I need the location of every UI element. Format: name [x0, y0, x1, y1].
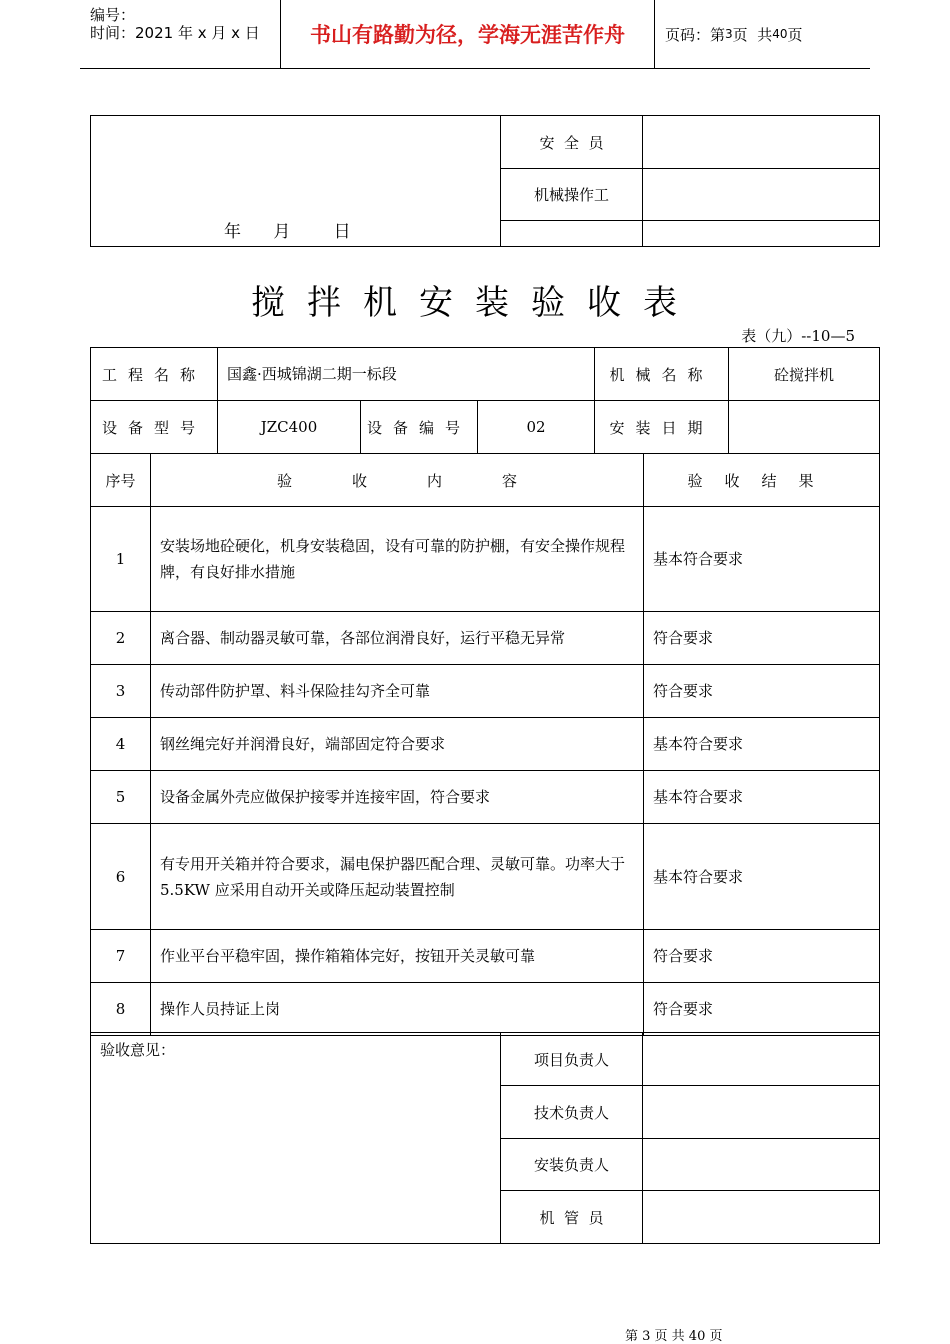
signer-installation-manager: 安装负责人	[501, 1139, 643, 1191]
row-result: 基本符合要求	[644, 771, 880, 824]
row-result: 符合要求	[644, 930, 880, 983]
row-number: 1	[91, 507, 151, 612]
row-number: 3	[91, 665, 151, 718]
row-number: 2	[91, 612, 151, 665]
model-label: 设备型号	[91, 401, 218, 454]
role-machine-operator-value[interactable]	[643, 169, 880, 221]
table-row	[91, 930, 880, 983]
previous-form-signature-table	[90, 115, 880, 247]
page-prefix: 页码：第	[665, 25, 726, 44]
row-content: 有专用开关箱并符合要求，漏电保护器匹配合理、灵敏可靠。功率大于 5.5KW 应采用自动开关或降压起动装置控制	[151, 824, 644, 930]
equipment-number-value: 02	[478, 401, 595, 454]
project-name-label: 工程名称	[91, 348, 218, 401]
equipment-number-label: 设备编号	[361, 401, 478, 454]
row-content: 操作人员持证上岗	[151, 983, 644, 1036]
install-date-value[interactable]	[729, 401, 880, 454]
acceptance-opinion-label: 验收意见：	[100, 1041, 176, 1059]
row-number: 5	[91, 771, 151, 824]
machine-name-value: 砼搅拌机	[729, 348, 880, 401]
row-result: 符合要求	[644, 983, 880, 1036]
machine-name-label: 机械名称	[595, 348, 729, 401]
install-date-label: 安装日期	[595, 401, 729, 454]
row-content: 传动部件防护罩、料斗保险挂勾齐全可靠	[151, 665, 644, 718]
time-label: 时间：2021 年 x 月 x 日	[90, 24, 260, 42]
signer-project-manager: 项目负责人	[501, 1033, 643, 1086]
table-row	[91, 718, 880, 771]
equipment-info-table	[90, 347, 880, 454]
table-row	[91, 665, 880, 718]
row-result: 基本符合要求	[644, 718, 880, 771]
row-number: 7	[91, 930, 151, 983]
page-suffix: 页	[787, 25, 803, 44]
column-header-seq: 序号	[91, 454, 151, 507]
form-title: 搅拌机安装验收表	[251, 283, 699, 323]
signer-machine-admin-value[interactable]	[643, 1191, 880, 1244]
row-content: 作业平台平稳牢固，操作箱箱体完好，按钮开关灵敏可靠	[151, 930, 644, 983]
role-machine-operator: 机械操作工	[501, 169, 643, 221]
inspection-items-table	[90, 453, 880, 1036]
form-number: 表（九）--10—5	[741, 327, 855, 345]
role-empty-value[interactable]	[643, 221, 880, 247]
row-content: 设备金属外壳应做保护接零并连接牢固，符合要求	[151, 771, 644, 824]
column-header-result: 验收结果	[644, 454, 880, 507]
row-number: 4	[91, 718, 151, 771]
role-empty	[501, 221, 643, 247]
header-motto: 书山有路勤为径，学海无涯苦作舟	[281, 0, 655, 68]
signer-installation-manager-value[interactable]	[643, 1139, 880, 1191]
page-total: 40	[772, 27, 788, 41]
row-content: 离合器、制动器灵敏可靠，各部位润滑良好，运行平稳无异常	[151, 612, 644, 665]
table-row	[91, 824, 880, 930]
header-meta	[80, 0, 281, 68]
row-content: 安装场地砼硬化，机身安装稳固，设有可靠的防护棚，有安全操作规程牌，有良好排水措施	[151, 507, 644, 612]
table-row	[91, 771, 880, 824]
page-number: 3	[725, 27, 733, 41]
model-value: JZC400	[218, 401, 361, 454]
page-indicator	[665, 0, 803, 68]
acceptance-signature-table	[90, 1032, 880, 1244]
number-label: 编号：	[90, 6, 136, 24]
row-result: 符合要求	[644, 612, 880, 665]
row-number: 8	[91, 983, 151, 1036]
table-row	[91, 507, 880, 612]
page-footer: 第 3 页 共 40 页	[625, 1329, 723, 1344]
row-number: 6	[91, 824, 151, 930]
table-row	[91, 983, 880, 1036]
page-mid: 页 共	[732, 25, 773, 44]
signer-technical-manager-value[interactable]	[643, 1086, 880, 1139]
row-result: 基本符合要求	[644, 507, 880, 612]
signer-machine-admin: 机 管 员	[501, 1191, 643, 1244]
table-row	[91, 612, 880, 665]
date-cell	[91, 116, 501, 247]
acceptance-opinion-cell[interactable]	[91, 1033, 501, 1244]
row-content: 钢丝绳完好并润滑良好，端部固定符合要求	[151, 718, 644, 771]
signer-project-manager-value[interactable]	[643, 1033, 880, 1086]
page-header	[80, 0, 870, 69]
project-name-value: 国鑫·西城锦湖二期一标段	[218, 348, 595, 401]
role-safety-officer: 安 全 员	[501, 116, 643, 169]
table-header-row	[91, 454, 880, 507]
date-line: 年 月 日	[224, 222, 351, 242]
column-header-content: 验收内容	[151, 454, 644, 507]
row-result: 符合要求	[644, 665, 880, 718]
row-result: 基本符合要求	[644, 824, 880, 930]
signer-technical-manager: 技术负责人	[501, 1086, 643, 1139]
role-safety-officer-value[interactable]	[643, 116, 880, 169]
